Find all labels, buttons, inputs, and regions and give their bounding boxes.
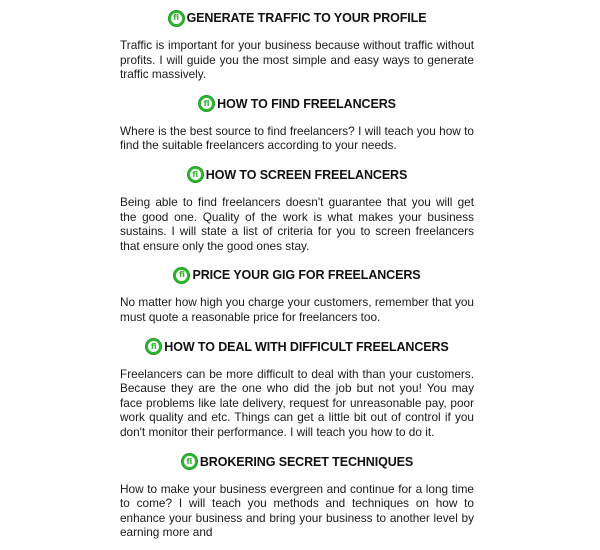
section-generate-traffic <box>120 6 474 82</box>
section-body: Where is the best source to find freelancers? I will teach you how to find the suitable freelancers according to your needs. <box>120 123 474 153</box>
fi-logo-icon: fi <box>181 453 198 470</box>
section-body: No matter how high you charge your customers, remember that you must quote a reasonable price for freelancers too. <box>120 295 474 324</box>
section-heading <box>120 6 474 30</box>
section-difficult-freelancers <box>120 335 474 440</box>
section-body: How to make your business evergreen and continue for a long time to come? I will teach you methods and techniques on how to enhance your business and bring your business to another level by earning more and <box>120 481 474 540</box>
section-heading <box>120 335 474 359</box>
section-body: Freelancers can be more difficult to deal with than your customers. Because they are the one who did the job but not you! You may face problems like late delivery, request for unreasonable pay, poor work quality and etc. Things can get a little bit out of control if you don't monitor their performance. I will teach you how to do it. <box>120 366 474 439</box>
fi-logo-icon: fi <box>173 267 190 284</box>
section-heading <box>120 163 474 187</box>
fi-logo-icon: fi <box>198 95 215 112</box>
fi-logo-icon: fi <box>168 10 185 27</box>
section-heading <box>120 450 474 474</box>
section-screen-freelancers <box>120 163 474 253</box>
section-title: BROKERING SECRET TECHNIQUES <box>199 454 414 469</box>
section-heading <box>120 263 474 287</box>
section-title: HOW TO SCREEN FREELANCERS <box>205 167 408 182</box>
section-heading <box>120 92 474 116</box>
section-price-gig <box>120 263 474 324</box>
section-title: HOW TO DEAL WITH DIFFICULT FREELANCERS <box>164 339 449 354</box>
section-find-freelancers <box>120 92 474 153</box>
section-title: GENERATE TRAFFIC TO YOUR PROFILE <box>186 11 427 25</box>
document-content <box>120 6 474 550</box>
fi-logo-icon: fi <box>187 166 204 183</box>
fi-logo-icon: fi <box>145 338 162 355</box>
section-title: HOW TO FIND FREELANCERS <box>217 96 396 111</box>
section-brokering-secrets <box>120 450 474 540</box>
section-body: Being able to find freelancers doesn't guarantee that you will get the good one. Quality of the work is what makes your business sustains. I will state a list of criteria for you to screen freelancers that ensure only the good ones stay. <box>120 194 474 253</box>
section-body: Traffic is important for your business because without traffic without profits. I will guide you the most simple and easy ways to generate traffic massively. <box>120 38 474 82</box>
section-title: PRICE YOUR GIG FOR FREELANCERS <box>192 268 421 283</box>
